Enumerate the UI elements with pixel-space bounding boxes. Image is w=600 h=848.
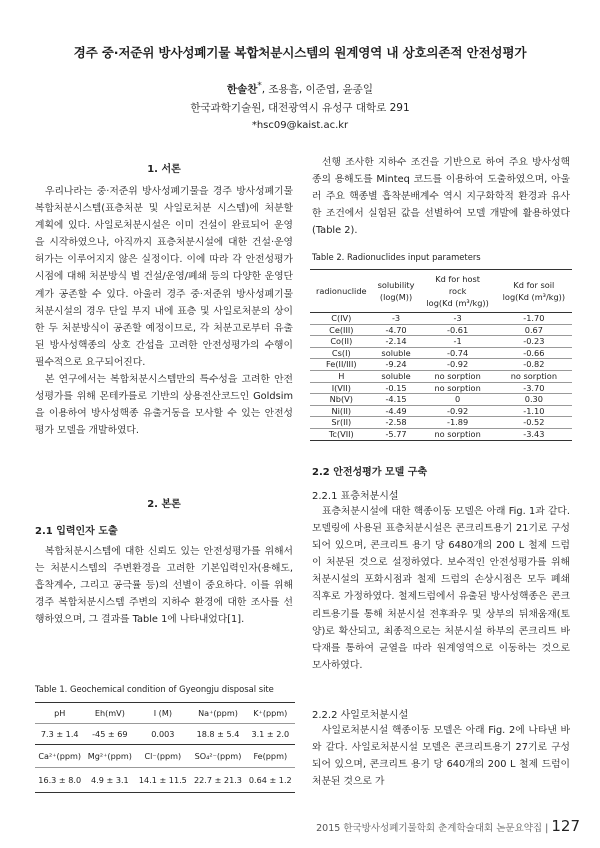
table1-header-row-1 bbox=[35, 703, 295, 724]
table1-cell: pH bbox=[35, 703, 84, 724]
table1-header-row-2 bbox=[35, 745, 295, 768]
table1-cell: 22.7 ± 21.3 bbox=[190, 768, 245, 793]
table2-cell: Sr(II) bbox=[310, 417, 373, 429]
section-2-2-1-paragraph: 표층처분시설에 대한 핵종이동 모델은 아래 Fig. 1과 같다. 모델링에 사용된 표층처분시설은 콘크리트용기 21기로 구성되어 있으며, 콘크리트 용기 당 6480개의 200 L 철제 드럼이 처분된 것으로 설정하였다. 보수적인 안전성평가를 위해 처분시설의 포화시점과 철제 드럼의 손상시점은 모두 폐쇄 직후로 가정하였다. 철제드럼에서 유출된 방사성핵종은 콘크리트용기를 통해 처분시설 전후좌우 및 상부의 뒤채움재(토양)로 확산되고, 최종적으로는 처분시설 하부의 콘크리트 바닥재를 통하여 균열을 따라 원계영역으로 이동하는 것으로 모사하였다. bbox=[312, 506, 570, 671]
table2-cell: Tc(VII) bbox=[310, 428, 373, 440]
lead-author: 한솔찬 bbox=[226, 83, 258, 96]
intro-heading: 1. 서론 bbox=[147, 164, 181, 175]
table2-cell: H bbox=[310, 370, 373, 382]
table1-cell: 18.8 ± 5.4 bbox=[190, 724, 245, 745]
table1-cell: Fe(ppm) bbox=[246, 745, 295, 768]
table2-cell: Nb(V) bbox=[310, 394, 373, 406]
table1-cell: 16.3 ± 8.0 bbox=[35, 768, 84, 793]
table2-cell: -2.14 bbox=[373, 336, 420, 348]
header-line: (log(M)) bbox=[379, 292, 413, 302]
footer-text: 2015 한국방사성폐기물학회 춘계학술대회 논문요약집 bbox=[316, 823, 543, 834]
section-2-2-1-heading: 2.2.1 표층처분시설 bbox=[312, 491, 399, 502]
table1-cell: Mg²⁺(ppm) bbox=[84, 745, 135, 768]
table1-cell: 3.1 ± 2.0 bbox=[246, 724, 295, 745]
table1-cell: 0.003 bbox=[135, 724, 190, 745]
table2-caption: Table 2. Radionuclides input parameters bbox=[312, 252, 481, 262]
corresponding-mark: * bbox=[257, 81, 262, 91]
table1-cell: 7.3 ± 1.4 bbox=[35, 724, 84, 745]
page-number: 127 bbox=[551, 817, 580, 835]
table2-cell: -0.74 bbox=[419, 347, 495, 359]
table2-cell: Co(II) bbox=[310, 336, 373, 348]
table1-cell: 4.9 ± 3.1 bbox=[84, 768, 135, 793]
table2-row bbox=[310, 382, 572, 394]
table2-row bbox=[310, 347, 572, 359]
table1-cell: SO₄²⁻(ppm) bbox=[190, 745, 245, 768]
table2-row bbox=[310, 370, 572, 382]
table2-cell: no sorption bbox=[496, 370, 572, 382]
table1-cell: Cl⁻(ppm) bbox=[135, 745, 190, 768]
table1-cell: K⁺(ppm) bbox=[246, 703, 295, 724]
table2-header-solubility bbox=[373, 270, 420, 313]
header-line: log(Kd (m³/kg)) bbox=[502, 292, 566, 302]
table2-cell: C(IV) bbox=[310, 313, 373, 325]
table2-cell: Ni(II) bbox=[310, 405, 373, 417]
section-2-2-1-text bbox=[312, 503, 570, 674]
table1-caption: Table 1. Geochemical condition of Gyeongju disposal site bbox=[35, 684, 274, 694]
table2 bbox=[310, 269, 572, 441]
table1-cell: -45 ± 69 bbox=[84, 724, 135, 745]
section-2-1-paragraph: 복합처분시스템에 대한 신뢰도 있는 안전성평가를 위해서는 처분시스템의 주변환경을 고려한 기본입력인자(용해도, 흡착계수, 그리고 공극률 등)의 선별이 중요하다. 이를 위해 경주 복합처분시스템 주변의 지하수 환경에 대한 조사를 선행하였으며, 그 결과를 Table 1에 나타내었다[1]. bbox=[35, 546, 293, 626]
intro-paragraph-1: 우리나라는 중·저준위 방사성폐기물을 경주 방사성폐기물 복합처분시스템(표층처분 및 사일로처분 시스템)에 처분할 계획에 있다. 사일로처분시설은 이미 건설이 완료되어 운영을 시작하였으나, 아직까지 표층처분시설에 대한 건설·운영허가는 이루어지지 않은 실정이다. 이에 따라 각 안전성평가 시점에 대해 처분방식 별 건설/운영/폐쇄 등의 다양한 운영단계가 공존할 수 있다. 아울러 경주 중·저준위 방사성폐기물 처분시설의 경우 단일 부지 내에 표층 및 사일로처분의 상이한 두 처분방식이 공존할 예정이므로, 각 처분고로부터 유출된 방사성핵종의 상호 간섭을 고려한 안전성평가의 수행이 필수적으로 요구되어진다. bbox=[35, 186, 293, 368]
table2-cell: -0.23 bbox=[496, 336, 572, 348]
table1-cell: I (M) bbox=[135, 703, 190, 724]
table1-cell: 0.64 ± 1.2 bbox=[246, 768, 295, 793]
header-line: rock bbox=[448, 286, 467, 296]
right-intro-text bbox=[312, 154, 570, 239]
body-heading: 2. 본론 bbox=[147, 499, 181, 510]
table2-cell: no sorption bbox=[419, 428, 495, 440]
section-2-1-text bbox=[35, 543, 293, 628]
table2-row bbox=[310, 394, 572, 406]
table2-row bbox=[310, 359, 572, 371]
table1-cell: Eh(mV) bbox=[84, 703, 135, 724]
table2-cell: -0.92 bbox=[419, 359, 495, 371]
table2-cell: -4.15 bbox=[373, 394, 420, 406]
section-2-2-2-paragraph: 사일로처분시설 핵종이동 모델은 아래 Fig. 2에 나타낸 바와 같다. 사일로처분시설 모델은 콘크리트용기 27기로 구성되어 있으며, 콘크리트 용기 당 640개의 200 L 철제 드럼이 처분된 것으로 가 bbox=[312, 725, 570, 788]
right-paragraph-1: 선행 조사한 지하수 조건을 기반으로 하여 주요 방사성핵종의 용해도를 Minteq 코드를 이용하여 도출하였으며, 아울러 주요 핵종별 흡착분배계수 역시 지구화학적 환경과 유사한 조건에서 실험된 값을 선별하여 모델 개발에 활용하였다(Table 2). bbox=[312, 157, 570, 237]
table1 bbox=[35, 702, 295, 793]
header-line: log(Kd (m³/kg)) bbox=[426, 298, 489, 308]
table2-cell: -3.70 bbox=[496, 382, 572, 394]
table2-header-kd-rock bbox=[419, 270, 495, 313]
table1-value-row-1 bbox=[35, 724, 295, 745]
table2-cell: -0.61 bbox=[419, 324, 495, 336]
paper-title: 경주 중·저준위 방사성폐기물 복합처분시스템의 원계영역 내 상호의존적 안전성평가 bbox=[73, 45, 527, 60]
table2-row bbox=[310, 405, 572, 417]
table2-cell: soluble bbox=[373, 370, 420, 382]
table2-cell: -4.70 bbox=[373, 324, 420, 336]
table2-cell: -2.58 bbox=[373, 417, 420, 429]
table2-cell: no sorption bbox=[419, 370, 495, 382]
table2-cell: 0 bbox=[419, 394, 495, 406]
table2-cell: soluble bbox=[373, 347, 420, 359]
table2-header-radionuclide: radionuclide bbox=[310, 270, 373, 313]
table2-cell: -0.52 bbox=[496, 417, 572, 429]
table2-cell: -1.70 bbox=[496, 313, 572, 325]
table2-cell: -3 bbox=[419, 313, 495, 325]
section-2-2-2-heading: 2.2.2 사일로처분시설 bbox=[312, 710, 409, 721]
table2-row bbox=[310, 428, 572, 440]
header-line: Kd for host bbox=[435, 274, 480, 284]
table2-cell: -1.10 bbox=[496, 405, 572, 417]
table2-cell: -0.92 bbox=[419, 405, 495, 417]
table2-cell: I(VII) bbox=[310, 382, 373, 394]
section-2-2-heading: 2.2 안전성평가 모델 구축 bbox=[312, 467, 428, 478]
table2-cell: -0.15 bbox=[373, 382, 420, 394]
table2-cell: no sorption bbox=[419, 382, 495, 394]
section-2-1-heading: 2.1 입력인자 도출 bbox=[35, 526, 118, 537]
intro-paragraph-2: 본 연구에서는 복합처분시스템만의 특수성을 고려한 안전성평가를 위해 몬테카를로 기반의 상용전산코드인 Goldsim을 이용하여 방사성핵종 유출거동을 모사할 수 있는 안전성평가 모델을 개발하였다. bbox=[35, 374, 293, 437]
header-line: Kd for soil bbox=[513, 280, 555, 290]
table2-header-row bbox=[310, 270, 572, 313]
affiliation: 한국과학기술원, 대전광역시 유성구 대학로 291 bbox=[190, 102, 410, 114]
page-footer bbox=[316, 817, 580, 835]
table2-cell: -3.43 bbox=[496, 428, 572, 440]
table1-value-row-2 bbox=[35, 768, 295, 793]
table2-row bbox=[310, 313, 572, 325]
table2-cell: -5.77 bbox=[373, 428, 420, 440]
table2-header-kd-soil bbox=[496, 270, 572, 313]
table2-body bbox=[310, 313, 572, 441]
table2-cell: 0.67 bbox=[496, 324, 572, 336]
footer-separator: | bbox=[545, 823, 549, 834]
table2-cell: -0.82 bbox=[496, 359, 572, 371]
table2-cell: -9.24 bbox=[373, 359, 420, 371]
table2-row bbox=[310, 417, 572, 429]
table2-cell: -1 bbox=[419, 336, 495, 348]
table2-cell: Ce(III) bbox=[310, 324, 373, 336]
table2-cell: 0.30 bbox=[496, 394, 572, 406]
author-list bbox=[20, 81, 580, 97]
co-authors: , 조용흠, 이준엽, 윤종일 bbox=[261, 83, 374, 96]
table2-cell: Fe(II/III) bbox=[310, 359, 373, 371]
intro-text bbox=[35, 183, 293, 439]
table2-cell: -0.66 bbox=[496, 347, 572, 359]
table2-cell: -1.89 bbox=[419, 417, 495, 429]
table2-cell: -3 bbox=[373, 313, 420, 325]
table2-row bbox=[310, 336, 572, 348]
section-2-2-2-text bbox=[312, 722, 570, 790]
table2-row bbox=[310, 324, 572, 336]
table1-cell: Na⁺(ppm) bbox=[190, 703, 245, 724]
table1-cell: 14.1 ± 11.5 bbox=[135, 768, 190, 793]
table2-cell: Cs(I) bbox=[310, 347, 373, 359]
header-line: solubility bbox=[377, 280, 415, 290]
table1-cell: Ca²⁺(ppm) bbox=[35, 745, 84, 768]
email: *hsc09@kaist.ac.kr bbox=[251, 120, 349, 131]
table2-cell: -4.49 bbox=[373, 405, 420, 417]
